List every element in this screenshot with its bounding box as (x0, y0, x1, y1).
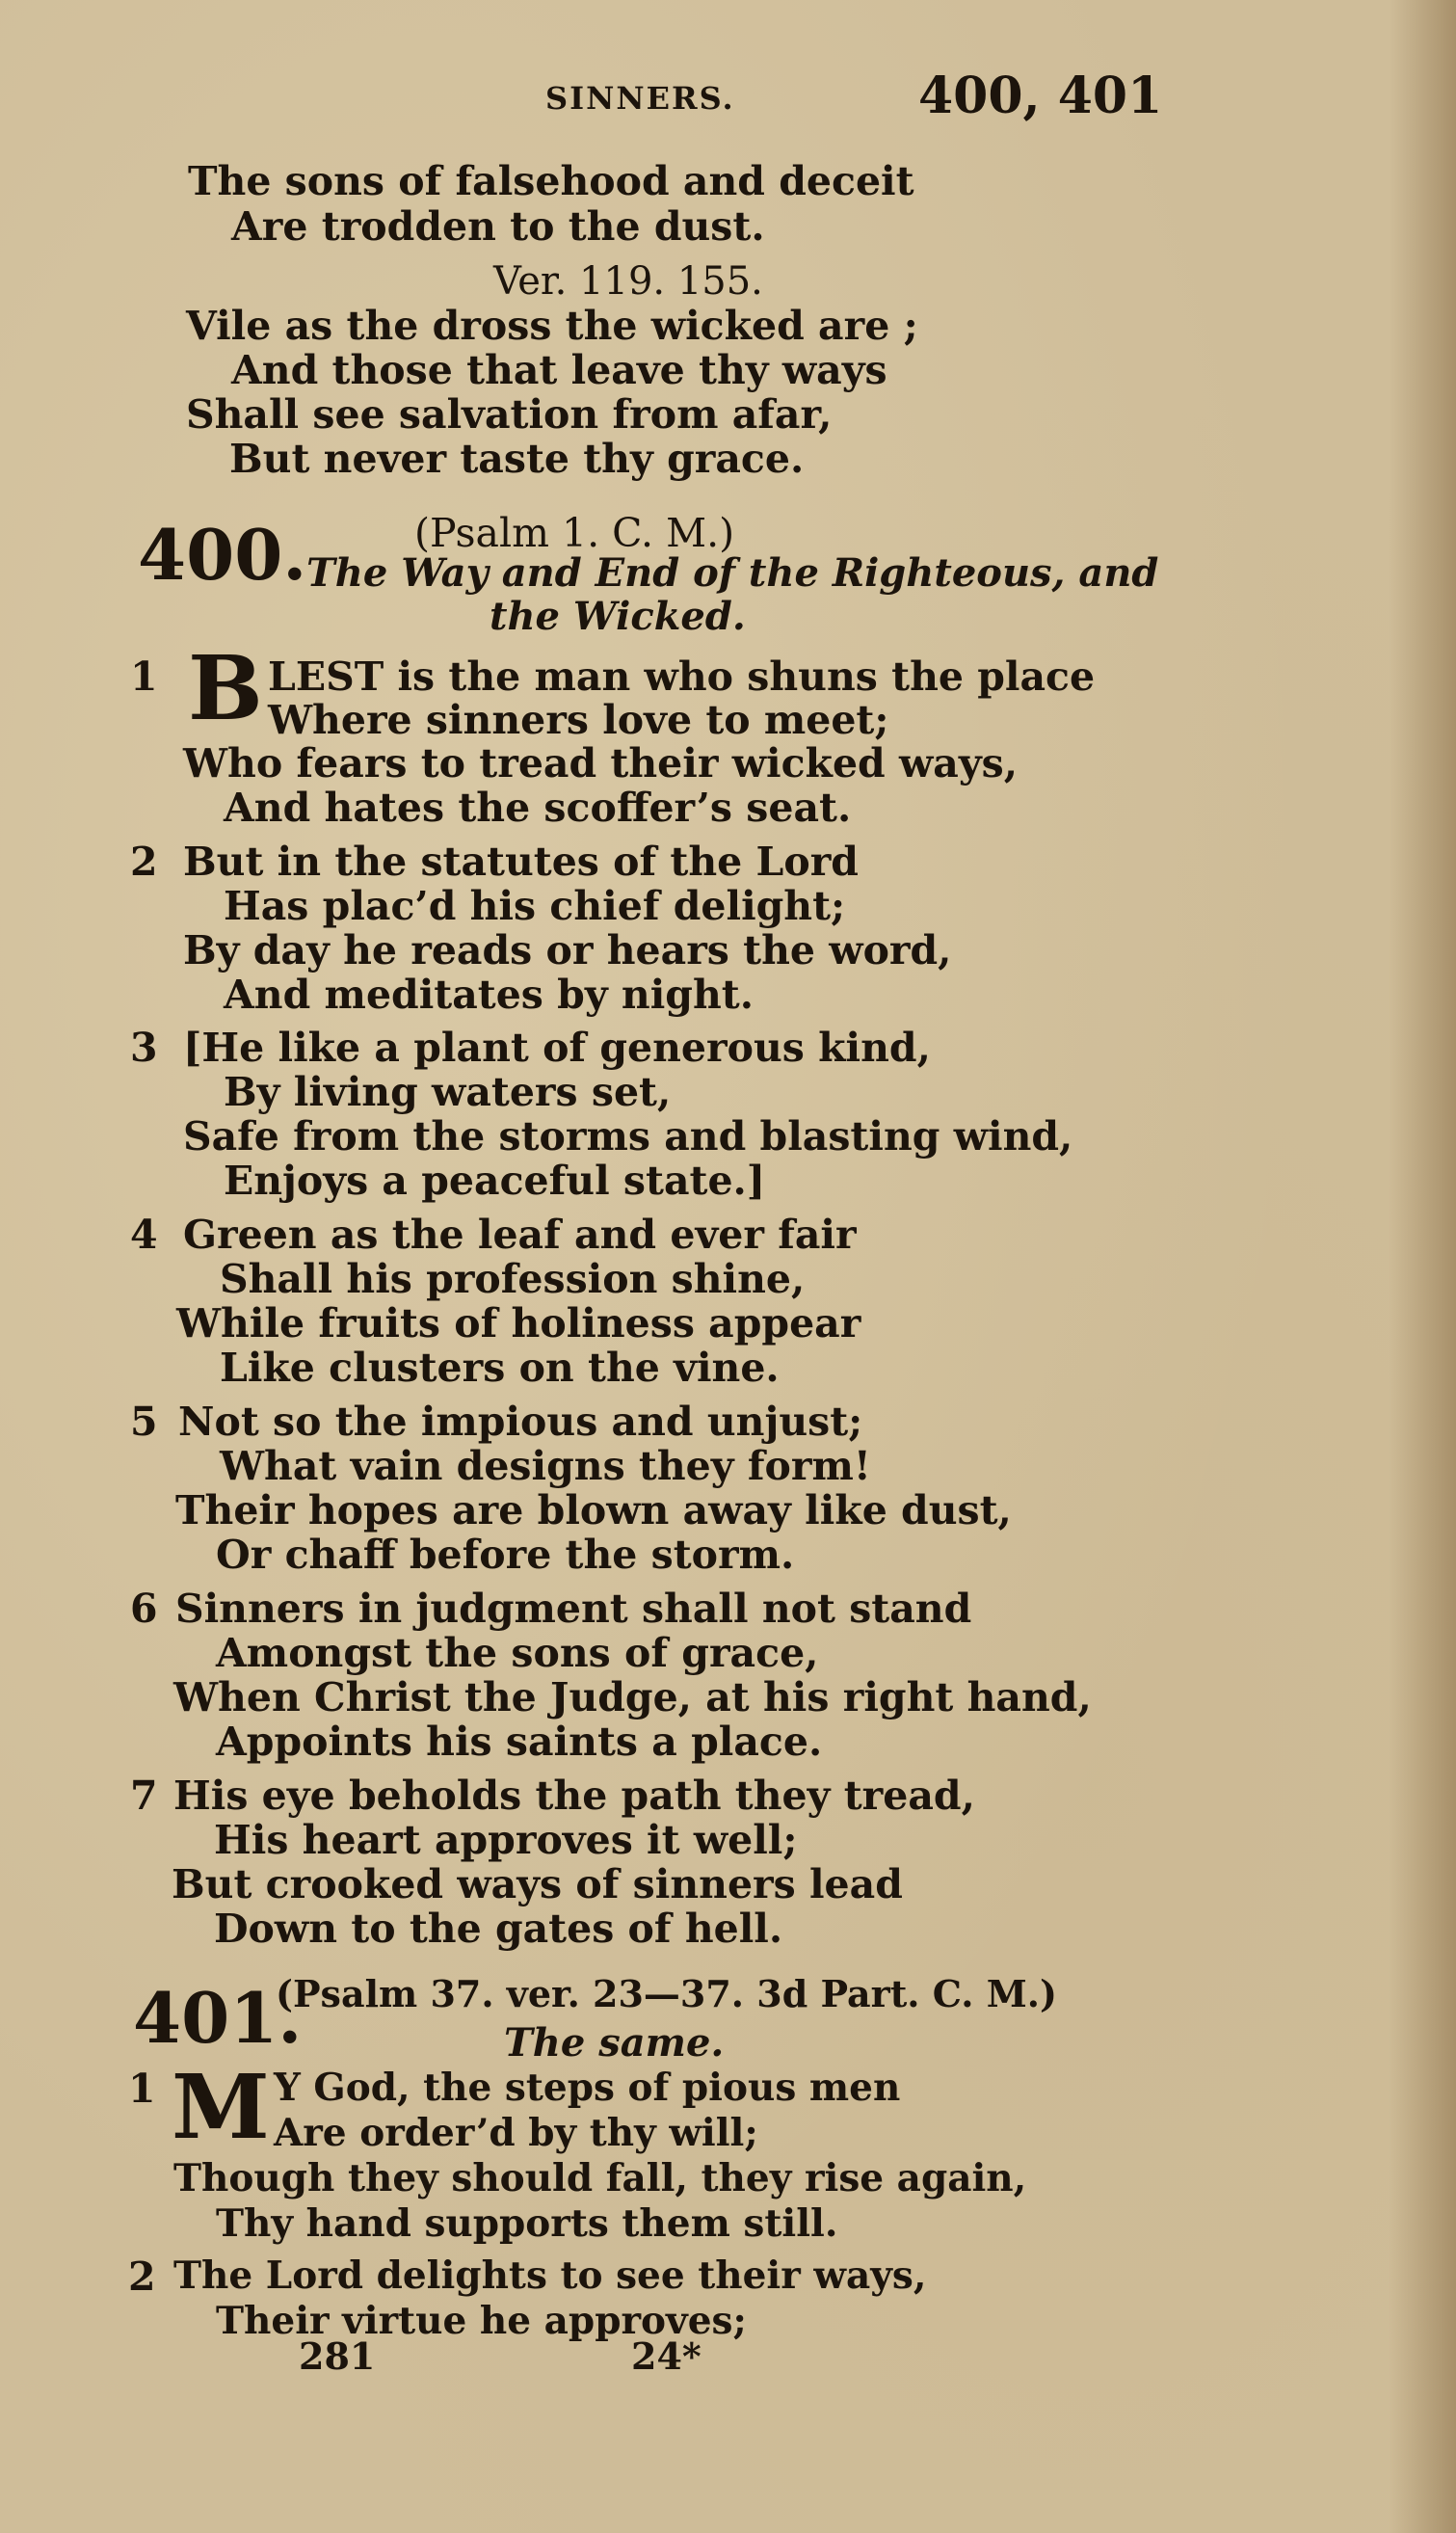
stanza-number: 2 (130, 839, 158, 885)
intro-line: Shall see salvation from afar, (186, 391, 833, 438)
stanza-line: Like clusters on the vine. (220, 1345, 780, 1391)
stanza-line: Green as the leaf and ever fair (183, 1212, 857, 1258)
intro-line: And those that leave thy ways (231, 347, 887, 393)
stanza-line: But in the statutes of the Lord (183, 839, 859, 885)
stanza-line: Their hopes are blown away like dust, (175, 1487, 1012, 1533)
stanza-line: Down to the gates of hell. (214, 1906, 783, 1952)
stanza-line: Sinners in judgment shall not stand (175, 1586, 972, 1632)
stanza-number: 6 (130, 1586, 158, 1632)
stanza-line: The Lord delights to see their ways, (173, 2253, 927, 2298)
hymn-title: the Wicked. (490, 594, 746, 639)
stanza-number: 1 (128, 2066, 156, 2112)
stanza-line: His eye beholds the path they tread, (173, 1773, 975, 1819)
stanza-number: 3 (130, 1025, 158, 1071)
page-number: 281 (299, 2334, 376, 2378)
ver-heading: Ver. 119. 155. (493, 259, 763, 304)
stanza-line: When Christ the Judge, at his right hand, (173, 1674, 1092, 1720)
stanza-line: While fruits of holiness appear (176, 1300, 861, 1346)
hymn-number-401: 401. (133, 1977, 303, 2059)
intro-line: Are trodden to the dust. (231, 203, 765, 250)
stanza-number: 2 (128, 2253, 156, 2300)
hymn-title: The Way and End of the Righteous, and (306, 550, 1159, 596)
stanza-line: Y God, the steps of pious men (274, 2066, 901, 2110)
intro-line: Vile as the dross the wicked are ; (186, 303, 918, 349)
stanza-line: Are order’d by thy will; (274, 2111, 758, 2155)
stanza-line: Amongst the sons of grace, (216, 1630, 819, 1676)
stanza-line: Where sinners love to meet; (268, 697, 889, 743)
psalm-reference: (Psalm 37. ver. 23—37. 3d Part. C. M.) (276, 1972, 1058, 2015)
stanza-line: By day he reads or hears the word, (183, 927, 952, 973)
stanza-number: 1 (130, 653, 158, 700)
stanza-line: His heart approves it well; (214, 1817, 798, 1863)
stanza-line: Enjoys a peaceful state.] (224, 1158, 766, 1204)
stanza-line: Shall his profession shine, (220, 1256, 806, 1302)
stanza-line: What vain designs they form! (220, 1443, 871, 1489)
stanza-line: By living waters set, (224, 1069, 672, 1115)
drop-cap: M (172, 2055, 270, 2159)
stanza-line: [He like a plant of generous kind, (183, 1025, 931, 1071)
stanza-line: Not so the impious and unjust; (178, 1399, 863, 1445)
stanza-line: But crooked ways of sinners lead (172, 1861, 903, 1907)
hymn-title: The same. (504, 2020, 725, 2066)
page-range: 400, 401 (918, 67, 1163, 125)
stanza-line: Has plac’d his chief delight; (224, 883, 846, 929)
signature-mark: 24* (631, 2334, 702, 2378)
stanza-line: Their virtue he approves; (216, 2299, 747, 2343)
hymn-number-400: 400. (138, 514, 307, 596)
stanza-number: 7 (130, 1773, 158, 1819)
stanza-line: And hates the scoffer’s seat. (224, 785, 852, 831)
intro-line: The sons of falsehood and deceit (188, 158, 914, 204)
stanza-line: Though they should fall, they rise again, (173, 2156, 1027, 2200)
stanza-number: 5 (130, 1399, 158, 1445)
psalm-reference: (Psalm 1. C. M.) (414, 510, 735, 556)
stanza-line: Who fears to tread their wicked ways, (183, 740, 1019, 787)
stanza-line: And meditates by night. (224, 972, 754, 1018)
stanza-line: Appoints his saints a place. (216, 1719, 823, 1765)
drop-cap: B (188, 636, 263, 740)
running-head: SINNERS. (545, 80, 735, 117)
stanza-number: 4 (130, 1212, 158, 1258)
intro-line: But never taste thy grace. (229, 436, 805, 482)
stanza-line: LEST is the man who shuns the place (268, 653, 1096, 700)
stanza-line: Safe from the storms and blasting wind, (183, 1113, 1073, 1160)
stanza-line: Thy hand supports them still. (216, 2201, 838, 2246)
stanza-line: Or chaff before the storm. (216, 1532, 795, 1578)
